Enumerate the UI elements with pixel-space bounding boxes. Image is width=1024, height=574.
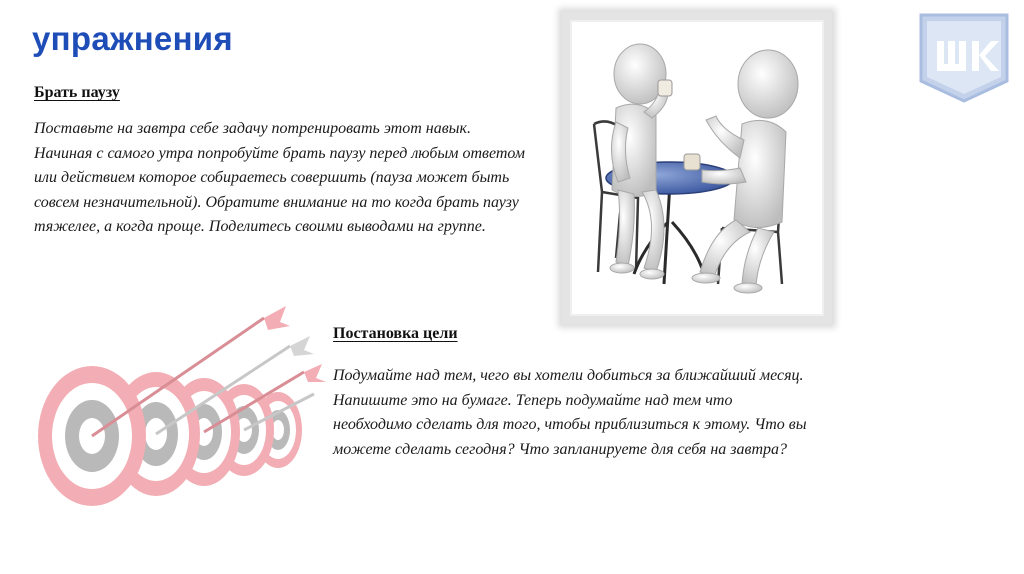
targets-with-arrows-image xyxy=(28,290,328,510)
slide-title: упражнения xyxy=(32,20,233,57)
target-rings xyxy=(38,366,302,506)
photo-frame xyxy=(562,12,832,324)
arrow-fletchings xyxy=(264,306,326,382)
section-text-pause: Поставьте на завтра себе задачу потренировать этот навык. Начиная с самого утра попробуйте брать паузу перед любым ответом или действием которое собираетесь совершить (пауза может быть совсем незначительной). Обратите внимание на то когда брать паузу тяжелее, а когда проще. Поделитесь своими выводами на группе. xyxy=(34,120,526,235)
section-heading-goal: Постановка цели xyxy=(333,325,458,342)
shield-logo-icon xyxy=(917,11,1011,105)
section-heading-pause: Брать паузу xyxy=(34,84,120,101)
figures-at-table-image xyxy=(572,22,822,314)
section-text-goal: Подумайте над тем, чего вы хотели добиться за ближайший месяц. Напишите это на бумаге. Теперь подумайте над тем что необходимо сделать для того, чтобы приблизиться к этому. Что вы можете сделать сегодня? Что запланируете для себя на завтра? xyxy=(333,367,807,458)
